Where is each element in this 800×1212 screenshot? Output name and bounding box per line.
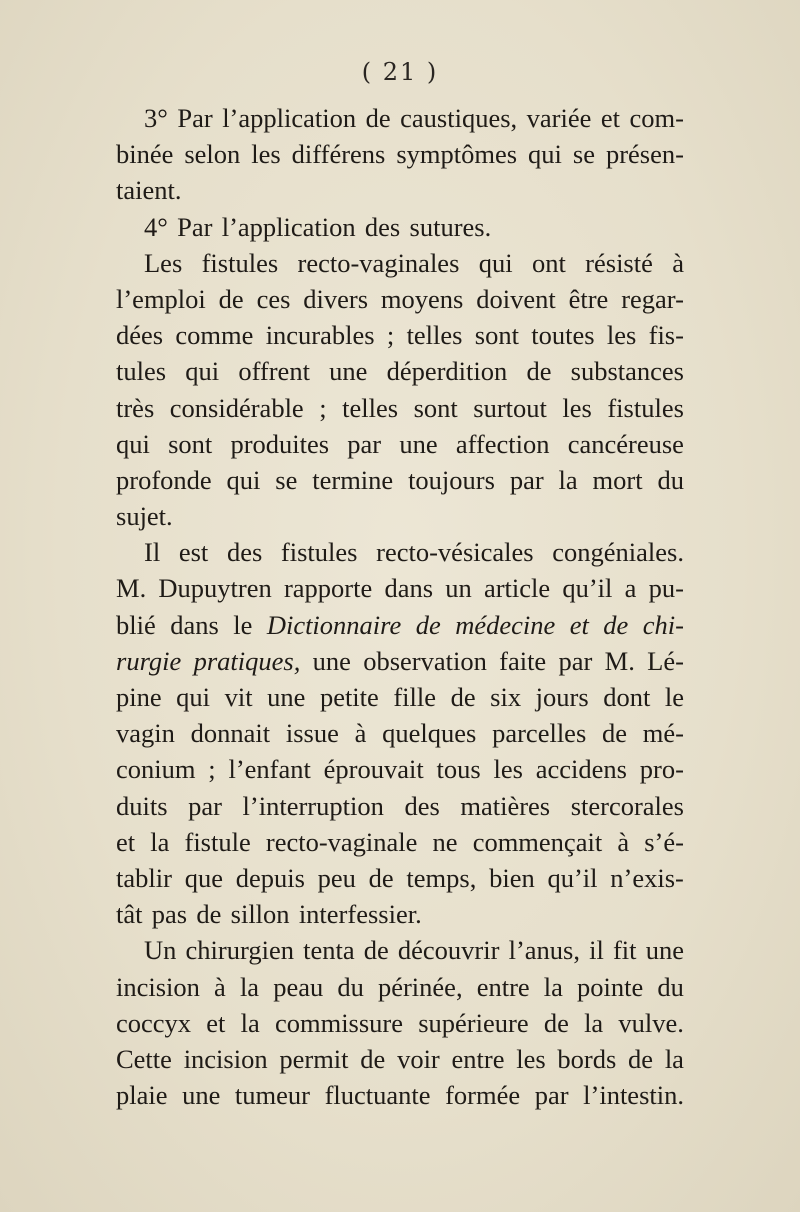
word: incision: [116, 971, 200, 1002]
word: Il: [144, 537, 161, 568]
word: sont: [474, 320, 519, 351]
text-line: [116, 932, 684, 968]
word: de: [602, 718, 628, 749]
word: comme: [175, 320, 254, 351]
word: et: [569, 609, 589, 640]
word: de: [368, 862, 394, 893]
word: recto-vaginale: [265, 826, 418, 857]
word: sont: [413, 392, 458, 423]
word: petite: [319, 682, 379, 712]
word: qu’il: [547, 862, 598, 893]
word: l’emploi: [116, 283, 206, 314]
word: la: [664, 1043, 684, 1074]
word: de: [365, 103, 391, 133]
word: du: [657, 464, 684, 495]
word: que: [184, 862, 223, 893]
word: recto-vésicales: [376, 537, 534, 568]
word: la: [558, 464, 578, 495]
word: fistules: [280, 537, 358, 568]
word: pu-: [648, 573, 684, 604]
word: taient.: [116, 175, 182, 206]
word: 4°: [144, 211, 168, 242]
word: issue: [285, 718, 339, 749]
word: plaie: [116, 1080, 168, 1111]
word: présen-: [605, 139, 684, 170]
page-number: ( 21 ): [361, 58, 439, 86]
word: les: [493, 754, 523, 785]
word: supérieure: [418, 1007, 529, 1038]
word: variée: [526, 103, 592, 133]
text-line: [116, 896, 684, 932]
word: à: [354, 718, 367, 749]
word: très: [116, 392, 155, 423]
word: com-: [629, 103, 684, 133]
word: surtout: [473, 392, 547, 423]
word: pine: [116, 682, 162, 712]
word: Dictionnaire: [266, 609, 402, 640]
word: se: [572, 139, 595, 170]
word: divers: [303, 283, 369, 314]
word: à: [617, 826, 630, 857]
word: Par: [177, 103, 213, 133]
word: les: [251, 139, 281, 170]
word: une: [182, 1080, 221, 1111]
word: rapporte: [283, 573, 373, 604]
word: qui: [116, 428, 150, 459]
word: regar-: [621, 283, 684, 314]
word: vagin: [116, 718, 175, 749]
word: qu’il: [562, 573, 613, 604]
word: tous: [436, 754, 481, 785]
word: et: [600, 103, 621, 133]
text-line: [116, 426, 684, 462]
word: dans: [170, 609, 219, 640]
word: ne: [432, 826, 458, 857]
word: résisté: [585, 247, 653, 278]
word: qui: [185, 356, 220, 387]
word: telles: [342, 392, 399, 423]
word: de: [603, 609, 629, 640]
word: article: [483, 573, 551, 604]
word: dont: [603, 682, 651, 712]
word: mort: [592, 464, 643, 495]
word: M.: [116, 573, 147, 604]
word: Dupuytren: [158, 573, 272, 604]
text-line: [116, 172, 684, 208]
word: termine: [312, 464, 394, 495]
word: une: [399, 428, 438, 459]
word: fis-: [648, 320, 684, 351]
word: sutures.: [409, 211, 492, 242]
word: médecine: [455, 609, 556, 640]
word: parcelles: [492, 718, 587, 749]
word: telles: [406, 320, 463, 351]
text-line: [116, 136, 684, 172]
text-line: [116, 534, 684, 570]
word: M.: [604, 645, 635, 676]
word: tumeur: [234, 1080, 310, 1111]
word: éprouvait: [323, 754, 424, 785]
word: Par: [177, 211, 213, 242]
word: par: [347, 428, 382, 459]
word: coccyx: [116, 1007, 192, 1038]
word: tenta: [303, 935, 355, 966]
word: à: [672, 247, 684, 278]
word: de: [363, 935, 389, 966]
word: produites: [230, 428, 330, 459]
text-line: [116, 353, 684, 389]
word: bords: [557, 1043, 617, 1074]
word: de: [543, 1007, 569, 1038]
word: n’exis-: [610, 862, 684, 893]
text-line: [116, 715, 684, 751]
text-line: [116, 1005, 684, 1041]
word: de: [526, 356, 552, 387]
word: Un: [144, 935, 177, 966]
word: de: [628, 1043, 654, 1074]
word: périnée,: [377, 971, 463, 1002]
word: peau: [273, 971, 324, 1002]
text-line: [116, 824, 684, 860]
word: rurgie: [116, 645, 182, 676]
word: le: [233, 609, 253, 640]
word: l’application: [221, 211, 356, 242]
word: toutes: [531, 320, 595, 351]
word: peu: [317, 862, 356, 893]
word: du: [657, 971, 684, 1002]
word: la: [543, 971, 563, 1002]
text-line: [116, 1077, 684, 1113]
word: de: [218, 283, 244, 314]
word: selon: [184, 139, 241, 170]
text-line: [116, 607, 684, 643]
word: une: [329, 356, 368, 387]
text-line: [116, 209, 684, 245]
word: fille: [393, 682, 437, 712]
word: chi-: [642, 609, 684, 640]
word: un: [445, 573, 472, 604]
word: la: [584, 1007, 604, 1038]
word: les: [516, 1043, 546, 1074]
word: fistules: [201, 247, 279, 278]
word: par: [558, 645, 593, 676]
word: de: [415, 609, 441, 640]
word: Cette: [116, 1043, 172, 1074]
text-line: [116, 245, 684, 281]
word: affection: [455, 428, 550, 459]
word: observation: [363, 645, 487, 676]
word: le: [664, 682, 684, 712]
word: ;: [319, 392, 327, 423]
word: découvrir: [397, 935, 500, 966]
word: être: [568, 283, 609, 314]
word: fluctuante: [324, 1080, 431, 1111]
word: bien: [489, 862, 535, 893]
word: congéniales.: [552, 537, 684, 568]
word: Lé-: [647, 645, 684, 676]
word: chirurgien: [185, 935, 294, 966]
word: toujours: [408, 464, 495, 495]
word: qui: [528, 139, 562, 170]
word: l’anus,: [508, 935, 580, 966]
word: qui: [176, 682, 211, 712]
word: qui: [478, 247, 513, 278]
text-line: [116, 969, 684, 1005]
word: interfessier.: [298, 899, 422, 930]
word: est: [178, 537, 209, 568]
text-line: [116, 100, 684, 136]
word: dées: [116, 320, 164, 351]
word: voir: [397, 1043, 440, 1074]
word: 3°: [144, 103, 168, 133]
word: temps,: [406, 862, 477, 893]
word: permit: [279, 1043, 349, 1074]
word: profonde: [116, 464, 212, 495]
word: sillon: [230, 899, 290, 930]
body-text: [116, 100, 684, 1113]
word: entre: [476, 971, 530, 1002]
word: l’application: [222, 103, 357, 133]
word: fistules: [607, 392, 684, 423]
word: par: [188, 790, 222, 821]
text-line: [116, 643, 684, 679]
word: pratiques,: [193, 645, 301, 676]
word: de: [450, 682, 476, 712]
word: quelques: [382, 718, 477, 749]
word: s’é-: [644, 826, 684, 857]
text-line: [116, 462, 684, 498]
word: entre: [451, 1043, 505, 1074]
word: la: [150, 826, 170, 857]
word: tât: [116, 899, 143, 930]
word: donnait: [190, 718, 271, 749]
text-line: [116, 317, 684, 353]
word: la: [239, 971, 260, 1002]
word: commençait: [472, 826, 603, 857]
word: une: [312, 645, 351, 676]
word: sont: [168, 428, 213, 459]
word: formée: [445, 1080, 521, 1111]
word: ;: [386, 320, 395, 351]
word: cancéreuse: [567, 428, 684, 459]
word: des: [226, 537, 263, 568]
text-line: [116, 860, 684, 896]
word: considérable: [169, 392, 304, 423]
word: blié: [116, 609, 156, 640]
word: pro-: [639, 754, 684, 785]
word: et: [116, 826, 136, 857]
word: depuis: [235, 862, 305, 893]
text-line: [116, 788, 684, 824]
word: recto-vaginales: [297, 247, 460, 278]
word: pas: [151, 899, 188, 930]
word: de: [360, 1043, 386, 1074]
word: fistule: [184, 826, 251, 857]
word: mé-: [642, 718, 684, 749]
text-line: [116, 1041, 684, 1077]
word: incurables: [265, 320, 375, 351]
word: vulve.: [618, 1007, 684, 1038]
word: accidens: [535, 754, 627, 785]
word: pointe: [577, 971, 644, 1002]
word: dans: [384, 573, 434, 604]
text-line: [116, 570, 684, 606]
text-line: [116, 498, 684, 534]
word: les: [606, 320, 637, 351]
word: faite: [499, 645, 547, 676]
word: matières: [460, 790, 551, 821]
word: symptômes: [396, 139, 518, 170]
word: duits: [116, 790, 168, 821]
word: des: [364, 211, 401, 242]
word: des: [404, 790, 440, 821]
word: et: [206, 1007, 226, 1038]
word: par: [509, 464, 544, 495]
word: différens: [291, 139, 386, 170]
text-line: [116, 751, 684, 787]
word: fit: [612, 935, 637, 966]
word: offrent: [238, 356, 310, 387]
word: moyens: [380, 283, 464, 314]
word: une: [267, 682, 306, 712]
word: ont: [531, 247, 566, 278]
word: sujet.: [116, 501, 173, 532]
text-line: [116, 390, 684, 426]
word: vit: [224, 682, 253, 712]
word: conium: [116, 754, 196, 785]
word: doivent: [476, 283, 556, 314]
word: il: [589, 935, 604, 966]
word: par: [534, 1080, 569, 1111]
word: incision: [183, 1043, 268, 1074]
text-line: [116, 679, 684, 715]
word: jours: [535, 682, 589, 712]
word: se: [275, 464, 298, 495]
word: la: [240, 1007, 260, 1038]
word: déperdition: [386, 356, 508, 387]
word: l’enfant: [228, 754, 311, 785]
word: de: [196, 899, 222, 930]
word: binée: [116, 139, 174, 170]
word: tablir: [116, 862, 172, 893]
text-line: [116, 281, 684, 317]
word: du: [337, 971, 364, 1002]
word: ces: [256, 283, 291, 314]
word: a: [624, 573, 637, 604]
word: l’interruption: [242, 790, 384, 821]
word: ;: [208, 754, 216, 785]
word: une: [645, 935, 684, 966]
word: substances: [570, 356, 684, 387]
word: l’intestin.: [583, 1080, 684, 1111]
word: les: [562, 392, 592, 423]
word: commissure: [274, 1007, 404, 1038]
word: six: [490, 682, 522, 712]
word: qui: [226, 464, 261, 495]
word: stercorales: [570, 790, 684, 821]
word: Les: [144, 247, 183, 278]
word: tules: [116, 356, 167, 387]
word: caustiques,: [400, 103, 518, 133]
word: à: [214, 971, 226, 1002]
